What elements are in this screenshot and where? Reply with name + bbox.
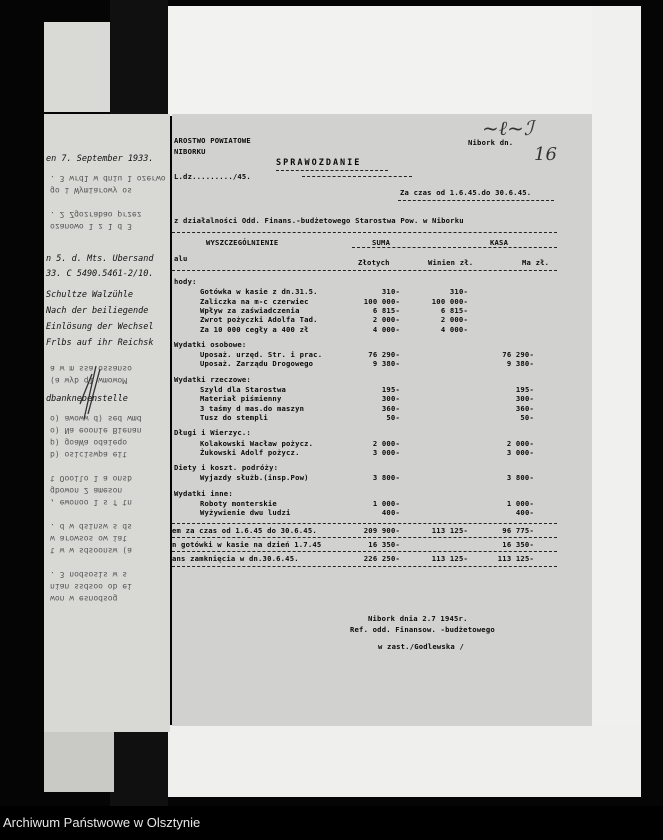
row-suma: 360-	[381, 403, 400, 413]
section-heading: Wydatki rzeczowe:	[174, 374, 251, 384]
row-description: 3 taśmy d mas.do maszyn	[200, 403, 305, 413]
archive-name: Archiwum Państwowe w Olsztynie	[3, 815, 201, 830]
bleed-through-text: (a wyb q1 wmowoM	[50, 376, 128, 385]
row-ma: 9 380-	[506, 359, 534, 369]
row-suma: 9 380-	[372, 359, 400, 369]
table-rule	[172, 523, 557, 524]
header-winien: Winien zł.	[428, 258, 474, 267]
row-winien: 6 815-	[440, 305, 468, 315]
row-suma: 1 000-	[372, 499, 400, 508]
table-rule	[172, 270, 557, 271]
left-page-line: 33. C 5490.5461-2/10.	[46, 269, 154, 279]
place-date: Nibork dn.	[468, 138, 514, 147]
section-heading: hody:	[174, 277, 197, 286]
title-underline	[302, 176, 412, 177]
row-description: Wyżywienie dwu ludzi	[200, 508, 291, 518]
archive-footer-bar	[0, 806, 663, 840]
row-description: Uposaż. Zarządu Drogowego	[200, 359, 314, 369]
row-ma: 400-	[515, 508, 534, 518]
handwritten-signature: ~ℓ~ℐ	[482, 116, 534, 140]
left-page-line: Einlösung der Wechsel	[46, 322, 154, 332]
signature-date: Nibork dnia 2.7 1945r.	[368, 614, 468, 623]
bleed-through-text: , ewonoo 1 s f tn	[50, 498, 132, 507]
bleed-through-text: . 3 nodsosis w s	[50, 570, 128, 579]
reference-number: L.dz........./45.	[174, 172, 251, 181]
left-page	[44, 114, 170, 732]
total-ma: 16 350-	[502, 539, 534, 549]
handwritten-number: 16	[534, 144, 557, 165]
header-kasa: KASA	[490, 238, 509, 247]
left-page-line: Nach der beiliegende	[46, 306, 149, 316]
total-description: n gotówki w kasie na dzień 1.7.45	[172, 539, 322, 549]
header-description: WYSZCZEGÓLNIENIE	[206, 238, 279, 247]
row-description: Wpływ za zaświadczenia	[200, 305, 300, 315]
bleed-through-text: . 2 Zgozrabao przez	[50, 210, 142, 219]
bleed-through-text: go i Wymiarowy os	[50, 186, 132, 195]
document-sheet	[172, 114, 592, 726]
total-winien: 113 125-	[431, 525, 468, 535]
signature-name: w zast./Godlewska /	[378, 642, 465, 651]
row-description: Żukowski Adolf pożycz.	[200, 447, 300, 457]
row-suma: 50-	[386, 412, 400, 422]
row-ma: 1 000-	[506, 499, 534, 508]
total-winien: 113 125-	[431, 554, 468, 564]
row-ma: 50-	[520, 412, 534, 422]
row-description: Zwrot pożyczki Adolfa Tad.	[200, 315, 318, 325]
row-description: Uposaż. urzęd. Str. i prac.	[200, 350, 323, 360]
bleed-through-text: ozanowo 1 z 1 d 3	[50, 222, 132, 231]
row-suma: 6 815-	[372, 305, 400, 315]
row-suma: 2 000-	[372, 315, 400, 325]
table-rule	[172, 232, 557, 233]
report-subtitle: z działalności Odd. Finans.-budżetowego Starostwa Pow. w Niborku	[174, 216, 464, 225]
row-ma: 2 000-	[506, 438, 534, 448]
section-heading: Wydatki inne:	[174, 488, 233, 498]
total-suma: 209 900-	[363, 525, 400, 535]
header-zlotych: Złotych	[358, 258, 390, 267]
row-description: Tusz do stempli	[200, 412, 268, 422]
blank-paper-right	[592, 6, 641, 797]
row-suma: 4 000-	[372, 324, 400, 334]
left-page-line: Frlbs auf ihr Reichsk	[46, 338, 154, 348]
row-description: Kolakowski Wacław pożycz.	[200, 438, 314, 448]
total-ma: 113 125-	[497, 554, 534, 564]
total-description: ans zamknięcia w dn.30.6.45.	[172, 554, 299, 564]
bleed-through-text: t Oooilo 1 a onsb	[50, 474, 132, 483]
row-description: Roboty monterskie	[200, 499, 277, 508]
title-underline	[276, 170, 388, 171]
total-suma: 16 350-	[368, 539, 400, 549]
row-suma: 76 290-	[368, 350, 400, 360]
left-page-edge	[44, 732, 114, 792]
blank-paper-bottom	[168, 725, 641, 797]
table-rule	[172, 537, 557, 538]
row-suma: 300-	[381, 394, 400, 404]
report-period: Za czas od 1.6.45.do 30.6.45.	[400, 188, 532, 197]
document-title: SPRAWOZDANIE	[276, 158, 362, 168]
row-ma: 3 000-	[506, 447, 534, 457]
bleed-through-text: gbowon 2 ameson	[50, 486, 123, 495]
row-ma: 360-	[515, 403, 534, 413]
bleed-through-text: a w m ssa ossanso	[50, 364, 132, 373]
bleed-through-text: b) osiciswpa eit	[50, 450, 128, 459]
left-page-corner	[44, 22, 110, 112]
row-suma: 400-	[381, 508, 400, 518]
left-page-line: n 5. d. Mts. Ubersand	[46, 254, 154, 264]
header-suma: SUMA	[372, 238, 391, 247]
total-ma: 96 775-	[502, 525, 534, 535]
total-description: em za czas od 1.6.45 do 30.6.45.	[172, 525, 317, 535]
row-winien: 4 000-	[440, 324, 468, 334]
left-page-line: en 7. September 1933.	[46, 154, 154, 164]
blank-paper-top	[168, 6, 641, 116]
bleed-through-text: . 3 wrd1 w dniu 1 ozerwo	[50, 174, 166, 183]
row-description: Wyjazdy służb.(insp.Pow)	[200, 473, 309, 483]
row-suma: 310-	[381, 287, 400, 297]
row-description: Materiał piśmienny	[200, 394, 282, 404]
bleed-through-text: t w w sdsoonsw (a	[50, 546, 132, 555]
bleed-through-text: o) Na eoonie Bienan	[50, 426, 142, 435]
bleed-through-text: o) awoww d) sed wmd	[50, 414, 142, 423]
row-suma: 100 000-	[363, 296, 400, 306]
section-heading: Diety i koszt. podróży:	[174, 463, 279, 473]
row-ma: 3 800-	[506, 473, 534, 483]
row-winien: 100 000-	[431, 296, 468, 306]
row-suma: 3 000-	[372, 447, 400, 457]
bleed-through-text: w arowsos ow iat	[50, 534, 128, 543]
table-rule	[172, 566, 557, 567]
bleed-through-text: . d w dsinsw s ds	[50, 522, 132, 531]
table-rule	[352, 247, 557, 248]
left-page-line: Schultze Walzühle	[46, 290, 133, 300]
row-ma: 300-	[515, 394, 534, 404]
office-name: AROSTWO POWIATOWE	[174, 136, 251, 145]
row-description: Gotówka w kasie z dn.31.5.	[200, 287, 318, 297]
bleed-through-text: won w esnodsog	[50, 594, 118, 603]
bleed-through-text: p) goaWa odaieqo	[50, 438, 128, 447]
row-ma: 76 290-	[502, 350, 534, 360]
bleed-through-text: nian ssdsoo ob ei	[50, 582, 132, 591]
pencil-mark-icon	[76, 364, 106, 424]
header-ma: Ma zł.	[522, 258, 550, 267]
total-suma: 226 250-	[363, 554, 400, 564]
row-winien: 2 000-	[440, 315, 468, 325]
row-winien: 310-	[449, 287, 468, 297]
period-underline	[398, 200, 554, 201]
section-heading: Długi i Wierzyc.:	[174, 428, 251, 438]
section-heading: Wydatki osobowe:	[174, 339, 247, 349]
row-ma: 195-	[515, 385, 534, 394]
table-rule	[172, 551, 557, 552]
row-suma: 2 000-	[372, 438, 400, 448]
left-page-line: dbanknebenstelle	[46, 394, 128, 404]
signature-unit: Ref. odd. Finansow. -budżetowego	[350, 625, 495, 634]
row-description: Szyld dla Starostwa	[200, 385, 287, 394]
header-lp: alu	[174, 254, 188, 263]
office-location: NIBORKU	[174, 147, 206, 156]
row-description: Za 10 000 cegły a 400 zł	[200, 324, 309, 334]
row-description: Zaliczka na m-c czerwiec	[200, 296, 309, 306]
row-suma: 195-	[381, 385, 400, 394]
row-suma: 3 800-	[372, 473, 400, 483]
